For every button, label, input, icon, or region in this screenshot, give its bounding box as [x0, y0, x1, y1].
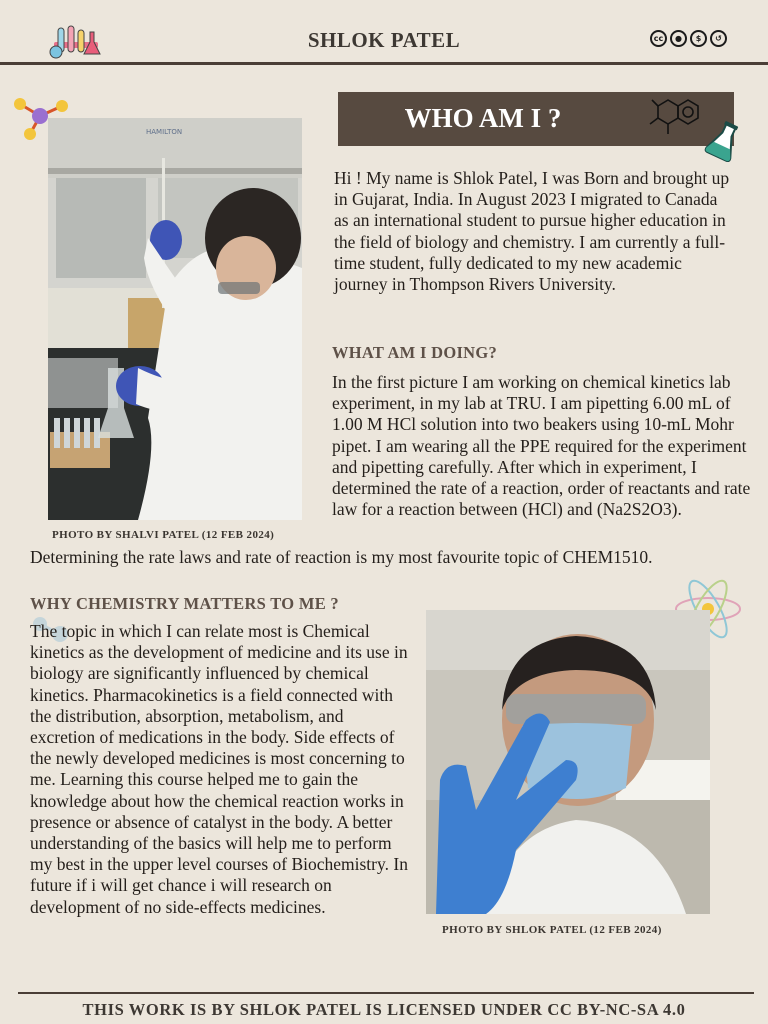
intro-paragraph: Hi ! My name is Shlok Patel, I was Born and brought up in Gujarat, India. In August 2023 I migrated to Canada as an international student to pursue higher education in the field of biology and chemistry. I am currently a full-time student, fully dedicated to my new academic journey in Thompson Rivers University.	[334, 168, 730, 295]
bottom-divider	[18, 992, 754, 994]
photo2-caption: PHOTO BY SHLOK PATEL (12 FEB 2024)	[442, 924, 662, 936]
banner-title: WHO AM I ?	[404, 103, 562, 133]
doing-paragraph: In the first picture I am working on chemical kinetics lab experiment, in my lab at TRU. I am pipetting 6.00 mL of 1.00 M HCl solution into two beakers using 10-mL Mohr pipet. I am wearing all the PPE required for the experiment and pipetting carefully. After which in experiment, I determined the rate of a reaction, order of reactants and rate law for a reaction between (HCl) and (Na2S2O3).	[332, 372, 751, 520]
why-paragraph: The topic in which I can relate most is Chemical kinetics as the development of medicine and its use in biology are significantly influenced by chemical kinetics. Pharmacokinetics is a field connected with the distribution, absorption, metabolism, and excretion of medications in the body. Side effects of the newly developed medicines is most concerning to me. Learning this course helped me to gain the knowledge about how the chemical reaction works in presence or absence of catalyst in the body. A better understanding of the basics will help me to perform my best in the upper level courses of Biochemistry. In future if i will get chance i will research on development of no side-effects medicines.	[30, 621, 408, 917]
sa-share-icon: ↺	[710, 30, 727, 47]
nc-dollar-icon: $	[690, 30, 707, 47]
license-footer: THIS WORK IS BY SHLOK PATEL IS LICENSED UNDER CC BY-NC-SA 4.0	[82, 1000, 686, 1019]
svg-text:HAMILTON: HAMILTON	[146, 128, 183, 136]
why-chemistry-heading: WHY CHEMISTRY MATTERS TO ME ?	[30, 594, 339, 613]
favourite-topic-line: Determining the rate laws and rate of reaction is my most favourite topic of CHEM1510.	[30, 547, 653, 567]
flask-icon	[704, 120, 744, 166]
lab-photo-pipetting	[48, 118, 302, 520]
photo1-caption: PHOTO BY SHALVI PATEL (12 FEB 2024)	[52, 529, 275, 541]
selfie-photo-peace-sign	[426, 610, 710, 914]
cc-icon: cc	[650, 30, 667, 47]
what-am-i-doing-heading: WHAT AM I DOING?	[332, 343, 498, 362]
page-title: SHLOK PATEL	[307, 28, 461, 52]
license-icons	[650, 30, 727, 47]
molecule-structure-icon	[644, 96, 706, 149]
by-person-icon: ●	[670, 30, 687, 47]
top-divider	[0, 62, 768, 65]
who-am-i-banner	[338, 92, 734, 146]
